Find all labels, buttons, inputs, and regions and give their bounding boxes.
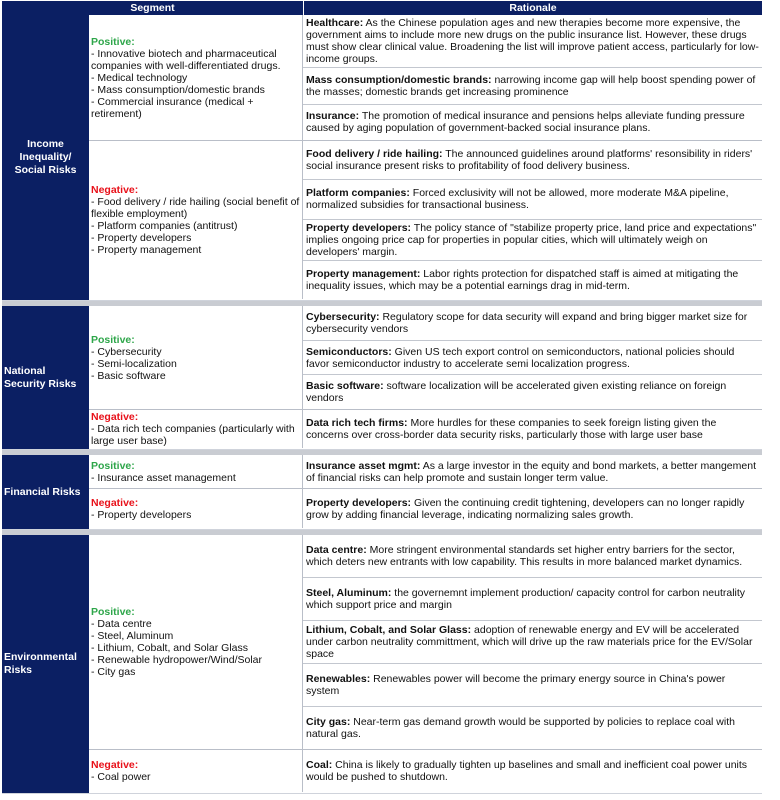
rationale-title: Coal: — [306, 759, 333, 771]
rationale-text: The promotion of medical insurance and pensions helps alleviate funding pressure caused by aging population of government-backed social insurance plans. — [306, 110, 745, 135]
rationale-text: Given the continuing credit tightening, developers can no longer rapidly grow by adding financial leverage, indicating normalizing sales growth. — [306, 496, 745, 521]
rationale-title: Lithium, Cobalt, and Solar Glass: — [306, 624, 472, 636]
segment-item: - Property developers — [91, 232, 192, 244]
negative-label: Negative: — [91, 411, 139, 423]
rationale-text: The announced guidelines around platforms' resonsibility in riders' social insurance present risks to profitability of food delivery business. — [306, 148, 753, 173]
table-header — [2, 1, 762, 15]
segment-item: - Data rich tech companies (particularly with large user base) — [91, 423, 295, 447]
rationale-text: adoption of renewable energy and EV will be accelerated under carbon neutrality committment, which will drive up the raw materials price for the EV/Solar space — [306, 624, 753, 660]
rationale-cell — [303, 455, 762, 488]
segment-column-header: Segment — [2, 1, 304, 15]
rationale-title: Semiconductors: — [306, 345, 392, 358]
rationale-title: Insurance asset mgmt: — [306, 459, 421, 472]
rationale-item — [303, 179, 762, 218]
negative-label: Negative: — [91, 759, 139, 771]
rationale-cell — [303, 306, 762, 409]
rationale-text: Given US tech export control on semiconductors, national policies should favor semiconductor industry to accelerate semi localization progress. — [306, 345, 735, 370]
negative-label: Negative: — [91, 184, 139, 196]
rationale-title: Data rich tech firms: — [306, 417, 408, 429]
rationale-text: software localization will be accelerated given existing reliance on foreign vendors — [306, 380, 727, 405]
rationale-item — [303, 104, 762, 141]
policy-risk-table — [2, 1, 762, 794]
rationale-cell — [303, 535, 762, 749]
category-label: Financial Risks — [2, 455, 89, 529]
positive-label: Positive: — [91, 606, 135, 618]
rationale-text: narrowing income gap will help boost spending power of the masses; domestic brands get increasing prominence — [306, 73, 756, 98]
category-body — [89, 455, 762, 529]
segment-item: - Lithium, Cobalt, and Solar Glass — [91, 642, 248, 654]
rationale-item — [303, 306, 762, 340]
table-body — [2, 15, 762, 794]
rationale-title: Data centre: — [306, 544, 367, 556]
rationale-text: As the Chinese population ages and new therapies become more expensive, the government aims to include more new drugs on the public insurance list. However, these drugs must show clear clinical value. Broadening the list will improve patient access, particularly for low-income groups. — [306, 17, 759, 65]
category-label: Income Inequality/ Social Risks — [2, 15, 89, 300]
rationale-text: Forced exclusivity will not be allowed, more moderate M&A pipeline, normalized subsidies for transactional business. — [306, 187, 729, 212]
positive-group — [89, 535, 762, 749]
positive-group — [89, 455, 762, 488]
segment-item: - Property developers — [91, 508, 192, 521]
rationale-item — [303, 663, 762, 706]
positive-label: Positive: — [91, 333, 135, 346]
rationale-item — [303, 67, 762, 104]
rationale-title: Healthcare: — [306, 17, 364, 29]
rationale-title: Steel, Aluminum: — [306, 587, 392, 599]
category-row — [2, 455, 762, 530]
rationale-text: Renewables power will become the primary energy source in China's power system — [306, 673, 726, 697]
rationale-text: Labor rights protection for dispatched staff is aimed at mitigating the inequality issues, which may be a potential earnings drag in mid-term. — [306, 267, 739, 292]
segment-cell — [89, 750, 303, 792]
negative-label: Negative: — [91, 496, 139, 509]
category-row — [2, 306, 762, 450]
rationale-text: More hurdles for these companies to seek foreign listing given the concerns over cross-border data security risks, particularly those with large user base — [306, 417, 717, 441]
category-label: Environmental Risks — [2, 535, 89, 793]
rationale-title: Mass consumption/domestic brands: — [306, 73, 492, 86]
category-body — [89, 535, 762, 793]
rationale-title: Platform companies: — [306, 187, 410, 200]
rationale-item — [303, 706, 762, 749]
rationale-text: The policy stance of "stabilize property price, land price and expectations" implies ongoing price cap for properties in popular cities, which will ultimately weigh on developers' margin. — [306, 221, 757, 258]
positive-group — [89, 306, 762, 409]
rationale-cell — [303, 141, 762, 299]
rationale-item — [303, 219, 762, 260]
rationale-item — [303, 535, 762, 577]
segment-item: - Platform companies (antitrust) — [91, 220, 238, 232]
rationale-text: More stringent environmental standards set higher entry barriers for the sector, which deters new entrants with low capability. This results in more balanced market dynamics. — [306, 544, 743, 568]
segment-item: - Coal power — [91, 771, 151, 783]
rationale-title: Basic software: — [306, 380, 384, 393]
rationale-title: Property management: — [306, 267, 421, 280]
rationale-title: Food delivery / ride hailing: — [306, 148, 443, 161]
rationale-item — [303, 374, 762, 409]
negative-group — [89, 749, 762, 792]
rationale-item — [303, 750, 762, 792]
segment-item: - Steel, Aluminum — [91, 630, 174, 642]
rationale-title: City gas: — [306, 716, 351, 728]
rationale-cell — [303, 489, 762, 528]
rationale-item — [303, 577, 762, 620]
segment-item: - Basic software — [91, 369, 166, 382]
rationale-title: Property developers: — [306, 221, 412, 234]
segment-item: - Innovative biotech and pharmaceutical companies with well-differentiated drugs. — [91, 47, 281, 72]
negative-group — [89, 140, 762, 299]
segment-item: - Commercial insurance (medical + retirement) — [91, 95, 254, 120]
segment-cell — [89, 410, 303, 448]
positive-group — [89, 15, 762, 140]
rationale-text: Near-term gas demand growth would be supported by policies to replace coal with natural gas. — [306, 716, 735, 740]
category-body — [89, 15, 762, 300]
segment-item: - Medical technology — [91, 71, 188, 84]
segment-item: - Food delivery / ride hailing (social benefit of flexible employment) — [91, 196, 300, 220]
positive-label: Positive: — [91, 35, 135, 48]
negative-group — [89, 409, 762, 448]
rationale-text: the governemnt implement production/ capacity control for carbon neutrality which support price and margin — [306, 587, 746, 611]
rationale-cell — [303, 15, 762, 140]
category-row — [2, 15, 762, 301]
category-label: National Security Risks — [2, 306, 89, 449]
category-body — [89, 306, 762, 449]
rationale-title: Renewables: — [306, 673, 371, 685]
rationale-text: As a large investor in the equity and bond markets, a better mangement of financial risks can help promote and sustain longer term value. — [306, 459, 756, 484]
rationale-item — [303, 15, 762, 67]
segment-item: - Semi-localization — [91, 357, 177, 370]
rationale-title: Insurance: — [306, 110, 360, 123]
rationale-item — [303, 455, 762, 488]
rationale-item — [303, 260, 762, 299]
rationale-item — [303, 410, 762, 448]
rationale-cell — [303, 410, 762, 448]
category-row — [2, 535, 762, 794]
rationale-item — [303, 620, 762, 663]
rationale-text: Regulatory scope for data security will expand and bring bigger market size for cybersecurity vendors — [306, 310, 748, 335]
segment-item: - Cybersecurity — [91, 345, 162, 358]
rationale-title: Cybersecurity: — [306, 310, 380, 323]
segment-cell — [89, 489, 303, 528]
segment-cell — [89, 15, 303, 140]
segment-item: - Mass consumption/domestic brands — [91, 83, 265, 96]
rationale-item — [303, 141, 762, 179]
rationale-column-header: Rationale — [509, 2, 557, 14]
segment-item: - Data centre — [91, 618, 152, 630]
segment-item: - Insurance asset management — [91, 471, 236, 484]
rationale-item — [303, 340, 762, 375]
segment-cell — [89, 455, 303, 488]
segment-cell — [89, 141, 303, 299]
segment-item: - City gas — [91, 666, 136, 678]
rationale-title: Property developers: — [306, 496, 412, 509]
segment-item: - Renewable hydropower/Wind/Solar — [91, 654, 262, 666]
negative-group — [89, 488, 762, 528]
positive-label: Positive: — [91, 459, 135, 472]
rationale-text: China is likely to gradually tighten up baselines and small and inefficient coal power units would be pushed to shutdown. — [306, 759, 748, 783]
segment-cell — [89, 535, 303, 749]
segment-cell — [89, 306, 303, 409]
segment-item: - Property management — [91, 244, 202, 256]
rationale-cell — [303, 750, 762, 792]
rationale-item — [303, 489, 762, 528]
